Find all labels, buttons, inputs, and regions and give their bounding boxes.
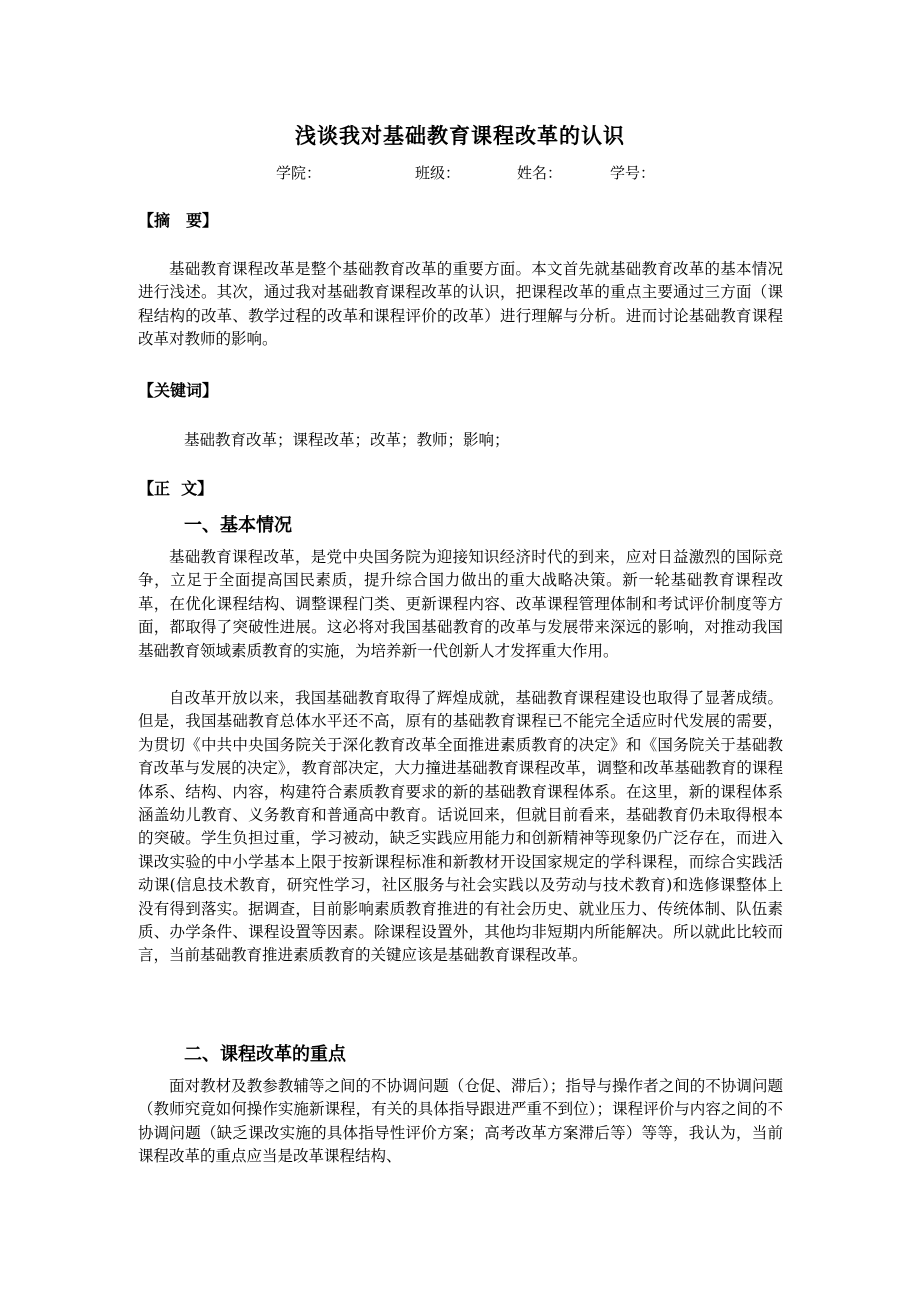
abstract-text: 基础教育课程改革是整个基础教育改革的重要方面。本文首先就基础教育改革的基本情况进行浅述。其次，通过我对基础教育课程改革的认识，把课程改革的重点主要通过三方面（课程结构的改革、教学过程的改革和课程评价的改革）进行理解与分析。进而讨论基础教育课程改革对教师的影响。 — [138, 260, 783, 349]
class-label: 班级： — [415, 164, 461, 182]
section-paragraph: 面对教材及教参教辅等之间的不协调问题（仓促、滞后）；指导与操作者之间的不协调问题（教师究竟如何操作实施新课程，有关的具体指导跟进严重不到位）；课程评价与内容之间的不协调问题（缺乏课改实施的具体指导性评价方案；高考改革方案滞后等）等等，我认为，当前课程改革的重点应当是改革课程结构、 — [138, 1077, 783, 1166]
keywords-label: 【关键词】 — [138, 381, 219, 400]
section-paragraph: 基础教育课程改革，是党中央国务院为迎接知识经济时代的到来，应对日益激烈的国际竞争，立足于全面提高国民素质，提升综合国力做出的重大战略决策。新一轮基础教育课程改革，在优化课程结构、调整课程门类、更新课程内容、改革课程管理体制和考试评价制度等方面，都取得了突破性进展。这必将对我国基础教育的改革与发展带来深远的影响，对推动我国基础教育领域素质教育的实施，为培养新一代创新人才发挥重大作用。 — [138, 548, 783, 660]
keywords-text: 基础教育改革；课程改革；改革；教师；影响； — [184, 431, 510, 449]
abstract-label: 【摘 要】 — [138, 211, 219, 230]
name-label: 姓名： — [517, 164, 563, 182]
document-title: 浅谈我对基础教育课程改革的认识 — [295, 124, 625, 148]
section-paragraph: 自改革开放以来，我国基础教育取得了辉煌成就，基础教育课程建设也取得了显著成绩。但是，我国基础教育总体水平还不高，原有的基础教育课程已不能完全适应时代发展的需要，为贯切《中共中央国务院关于深化教育改革全面推进素质教育的决定》和《国务院关于基础教育改革与发展的决定》，教育部决定，大力撞进基础教育课程改革，调整和改革基础教育的课程体系、结构、内容，构建符合素质教育要求的新的基础教育课程体系。在这里，新的课程体系涵盖幼儿教育、义务教育和普通高中教育。话说回来，但就目前看来，基础教育仍未取得根本的突破。学生负担过重，学习被动，缺乏实践应用能力和创新精神等现象仍广泛存在，而进入课改实验的中小学基本上限于按新课程标准和新教材开设国家规定的学科课程，而综合实践活动课(信息技术教育，研究性学习，社区服务与社会实践以及劳动与技术教育)和选修课整体上没有得到落实。据调查，目前影响素质教育推进的有社会历史、就业压力、传统体制、队伍素质、办学条件、课程设置等因素。除课程设置外，其他均非短期内所能解决。所以就此比较而言，当前基础教育推进素质教育的关键应该是基础教育课程改革。 — [138, 689, 783, 965]
section-heading: 一、基本情况 — [184, 515, 292, 536]
body-label: 【正 文】 — [138, 479, 214, 498]
section-heading: 二、课程改革的重点 — [184, 1044, 346, 1065]
student-id-label: 学号： — [610, 164, 656, 182]
college-label: 学院： — [276, 164, 322, 182]
